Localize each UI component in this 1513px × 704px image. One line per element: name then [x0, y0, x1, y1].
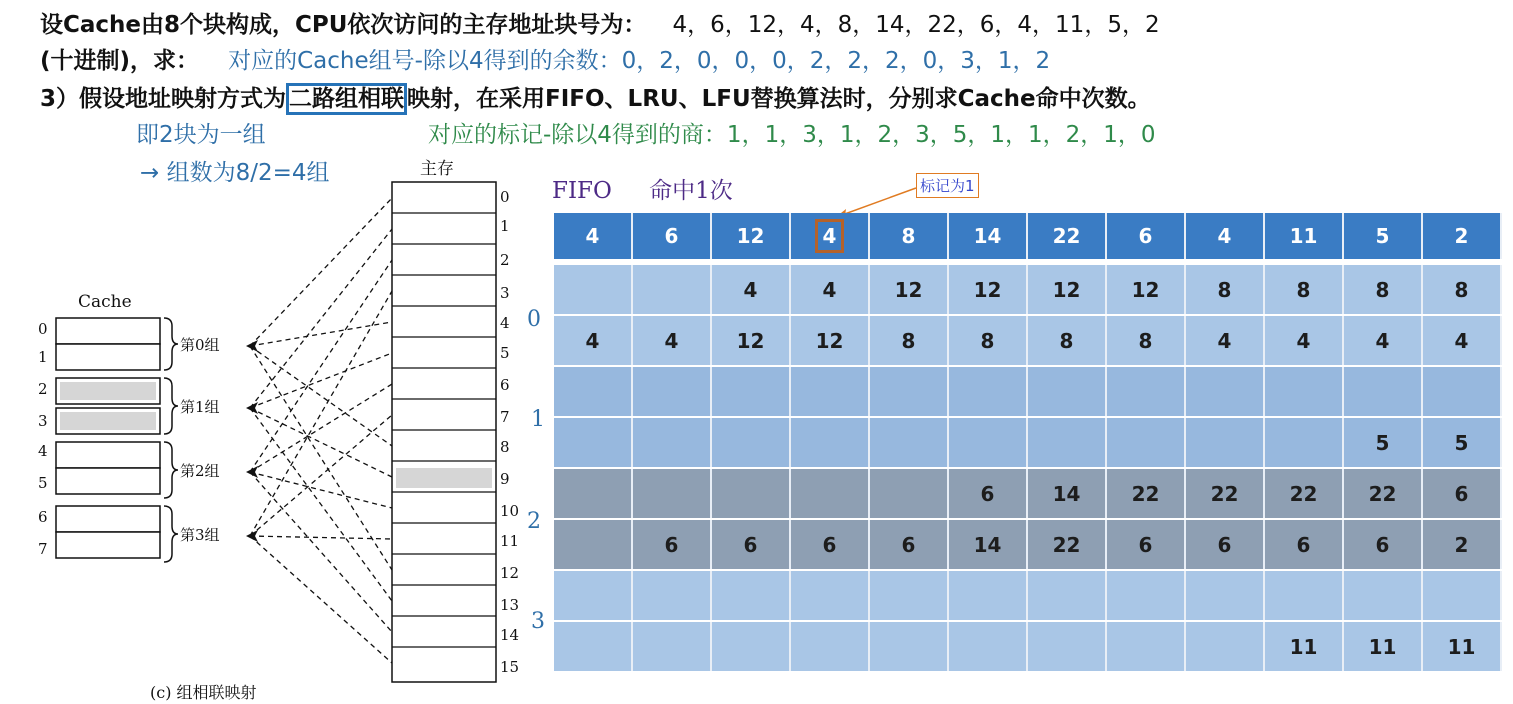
table-cell: 22 — [1265, 469, 1344, 518]
table-cell: 11 — [1265, 622, 1344, 671]
svg-text:5: 5 — [38, 474, 48, 492]
table-cell — [554, 367, 633, 416]
table-cell: 11 — [1423, 622, 1502, 671]
svg-text:7: 7 — [38, 540, 48, 558]
table-cell — [1028, 571, 1107, 620]
set-associative-diagram — [0, 150, 550, 704]
table-cell: 22 — [1107, 469, 1186, 518]
header-value: 14 — [973, 224, 1002, 248]
table-cell — [870, 622, 949, 671]
table-cell — [554, 469, 633, 518]
table-cell — [949, 367, 1028, 416]
table-cell — [949, 418, 1028, 467]
table-cell: 6 — [870, 520, 949, 569]
table-cell — [1107, 622, 1186, 671]
svg-text:3: 3 — [500, 284, 510, 302]
table-cell — [633, 622, 712, 671]
table-cell: 6 — [791, 520, 870, 569]
svg-text:15: 15 — [500, 658, 520, 676]
table-cell — [554, 571, 633, 620]
group-0-label: 第0组 — [180, 336, 220, 354]
table-cell — [554, 520, 633, 569]
header-cell — [1028, 213, 1107, 259]
svg-text:9: 9 — [500, 470, 510, 488]
question-part-b: 映射，在采用FIFO、LRU、LFU替换算法时，分别求Cache命中次数。 — [407, 86, 1151, 112]
table-cell — [1028, 418, 1107, 467]
table-cell — [1186, 622, 1265, 671]
fifo-title: FIFO — [552, 178, 612, 204]
header-cell — [554, 213, 633, 259]
table-cell: 6 — [949, 469, 1028, 518]
problem-line-2 — [40, 42, 1050, 75]
group-num-0: 0 — [527, 307, 541, 332]
header-cell — [1107, 213, 1186, 259]
svg-text:6: 6 — [500, 376, 510, 394]
header-value: 8 — [901, 224, 916, 248]
header-value: 2 — [1454, 224, 1469, 248]
table-cell — [791, 367, 870, 416]
table-cell — [870, 367, 949, 416]
header-cell — [791, 213, 870, 259]
table-cell: 8 — [1186, 265, 1265, 314]
svg-text:8: 8 — [500, 438, 510, 456]
table-cell — [1186, 418, 1265, 467]
note-two-blocks: 即2块为一组 — [136, 122, 266, 148]
table-cell — [1344, 571, 1423, 620]
group-num-3: 3 — [531, 609, 545, 634]
table-cell — [1107, 418, 1186, 467]
table-cell — [870, 469, 949, 518]
table-cell: 6 — [712, 520, 791, 569]
table-cell: 22 — [1186, 469, 1265, 518]
header-value: 4 — [585, 224, 600, 248]
svg-text:14: 14 — [500, 626, 520, 644]
table-cell — [1186, 571, 1265, 620]
table-cell: 5 — [1423, 418, 1502, 467]
table-cell: 5 — [1344, 418, 1423, 467]
svg-text:0: 0 — [500, 188, 510, 206]
group-3-label: 第3组 — [180, 526, 220, 544]
table-cell: 4 — [791, 265, 870, 314]
table-cell — [712, 367, 791, 416]
diagram-caption: (c) 组相联映射 — [150, 683, 257, 702]
fifo-hit-count: 命中1次 — [649, 178, 733, 204]
header-value: 4 — [1217, 224, 1232, 248]
table-cell: 22 — [1344, 469, 1423, 518]
table-cell: 4 — [1344, 316, 1423, 365]
remainder-sequence: 对应的Cache组号-除以4得到的余数：0，2，0，0，0，2，2，2，0，3，1，2 — [228, 48, 1051, 74]
table-cell: 6 — [1344, 520, 1423, 569]
svg-text:1: 1 — [500, 217, 510, 235]
header-cell — [1186, 213, 1265, 259]
table-cell: 4 — [1186, 316, 1265, 365]
table-cell — [633, 571, 712, 620]
cache-row-numbers — [38, 320, 48, 558]
table-cell — [712, 418, 791, 467]
table-cell: 12 — [712, 316, 791, 365]
memory-row-numbers — [500, 188, 519, 676]
problem-ask: (十进制)，求： — [40, 48, 200, 74]
problem-line-3 — [40, 80, 1151, 113]
table-cell — [791, 622, 870, 671]
table-cell: 4 — [712, 265, 791, 314]
table-cell: 4 — [1265, 316, 1344, 365]
header-cell — [712, 213, 791, 259]
table-cell — [1028, 367, 1107, 416]
main-memory-blocks — [392, 182, 496, 682]
table-cell — [791, 571, 870, 620]
svg-text:5: 5 — [500, 344, 510, 362]
table-cell: 8 — [1265, 265, 1344, 314]
problem-line-1 — [40, 6, 1160, 39]
svg-text:12: 12 — [500, 564, 520, 582]
table-cell: 12 — [949, 265, 1028, 314]
table-cell: 14 — [1028, 469, 1107, 518]
two-way-set-highlight: 二路组相联 — [286, 83, 407, 115]
mapping-lines — [250, 198, 392, 663]
table-cell — [870, 571, 949, 620]
table-cell: 6 — [1107, 520, 1186, 569]
svg-text:1: 1 — [38, 348, 48, 366]
table-cell — [870, 418, 949, 467]
table-cell: 8 — [1344, 265, 1423, 314]
table-cell — [1028, 622, 1107, 671]
table-cell: 11 — [1344, 622, 1423, 671]
header-value: 22 — [1052, 224, 1081, 248]
svg-text:4: 4 — [500, 314, 510, 332]
header-value: 6 — [1138, 224, 1153, 248]
table-cell: 6 — [1265, 520, 1344, 569]
table-cell: 6 — [1186, 520, 1265, 569]
table-cell: 8 — [1107, 316, 1186, 365]
table-cell — [712, 622, 791, 671]
table-cell: 12 — [791, 316, 870, 365]
svg-text:2: 2 — [38, 380, 48, 398]
header-value: 4 — [815, 219, 845, 253]
table-cell: 12 — [1028, 265, 1107, 314]
table-cell — [633, 265, 712, 314]
header-value: 5 — [1375, 224, 1390, 248]
header-cell — [633, 213, 712, 259]
table-cell — [1186, 367, 1265, 416]
table-cell — [1107, 367, 1186, 416]
header-cell — [1344, 213, 1423, 259]
header-value: 12 — [736, 224, 765, 248]
cache-blocks — [56, 318, 160, 558]
table-cell — [1423, 367, 1502, 416]
table-cell: 8 — [949, 316, 1028, 365]
fifo-label — [552, 172, 733, 205]
table-cell: 8 — [1028, 316, 1107, 365]
table-cell — [949, 571, 1028, 620]
table-cell — [1265, 367, 1344, 416]
table-cell: 22 — [1028, 520, 1107, 569]
header-cell — [1423, 213, 1502, 259]
table-cell — [633, 418, 712, 467]
svg-text:13: 13 — [500, 596, 520, 614]
table-cell — [1265, 571, 1344, 620]
group-num-2: 2 — [527, 509, 541, 534]
table-cell — [1423, 571, 1502, 620]
address-sequence: 4，6，12，4，8，14，22，6，4，11，5，2 — [672, 12, 1160, 38]
svg-text:7: 7 — [500, 408, 510, 426]
table-cell — [791, 418, 870, 467]
table-cell — [712, 571, 791, 620]
table-cell: 8 — [870, 316, 949, 365]
table-cell: 4 — [633, 316, 712, 365]
table-cell — [633, 469, 712, 518]
table-cell: 12 — [870, 265, 949, 314]
table-cell: 8 — [1423, 265, 1502, 314]
table-cell: 6 — [633, 520, 712, 569]
group-braces — [164, 318, 178, 562]
header-value: 11 — [1289, 224, 1318, 248]
group-2-label: 第2组 — [180, 462, 220, 480]
table-cell: 4 — [1423, 316, 1502, 365]
header-value: 6 — [664, 224, 679, 248]
table-cell — [791, 469, 870, 518]
svg-text:10: 10 — [500, 502, 520, 520]
table-cell: 6 — [1423, 469, 1502, 518]
problem-text: 设Cache由8个块构成，CPU依次访问的主存地址块号为： — [40, 12, 647, 38]
group-num-1: 1 — [531, 407, 545, 432]
main-memory-title: 主存 — [420, 159, 454, 179]
table-cell — [554, 265, 633, 314]
table-cell — [712, 469, 791, 518]
cache-title: Cache — [78, 292, 132, 312]
table-cell — [1344, 367, 1423, 416]
group-labels — [180, 336, 220, 544]
group-1-label: 第1组 — [180, 398, 220, 416]
table-cell — [554, 622, 633, 671]
question-part-a: 3）假设地址映射方式为 — [40, 86, 287, 112]
tag-callout: 标记为1 — [916, 173, 979, 198]
table-cell: 14 — [949, 520, 1028, 569]
table-cell — [949, 622, 1028, 671]
table-cell — [633, 367, 712, 416]
table-cell: 4 — [554, 316, 633, 365]
header-cell — [949, 213, 1028, 259]
table-cell: 2 — [1423, 520, 1502, 569]
table-cell: 12 — [1107, 265, 1186, 314]
header-cell — [870, 213, 949, 259]
note-group-count: → 组数为8/2=4组 — [140, 160, 330, 186]
arrow-heads — [246, 340, 258, 542]
quotient-sequence: 对应的标记-除以4得到的商：1，1，3，1，2，3，5，1，1，2，1，0 — [428, 122, 1156, 148]
svg-text:4: 4 — [38, 442, 48, 460]
table-group-numbers — [527, 307, 545, 634]
table-cell — [1265, 418, 1344, 467]
svg-text:2: 2 — [500, 251, 510, 269]
table-cell — [1107, 571, 1186, 620]
header-cell — [1265, 213, 1344, 259]
svg-text:3: 3 — [38, 412, 48, 430]
svg-text:6: 6 — [38, 508, 48, 526]
svg-text:0: 0 — [38, 320, 48, 338]
svg-text:11: 11 — [500, 532, 520, 550]
table-cell — [554, 418, 633, 467]
